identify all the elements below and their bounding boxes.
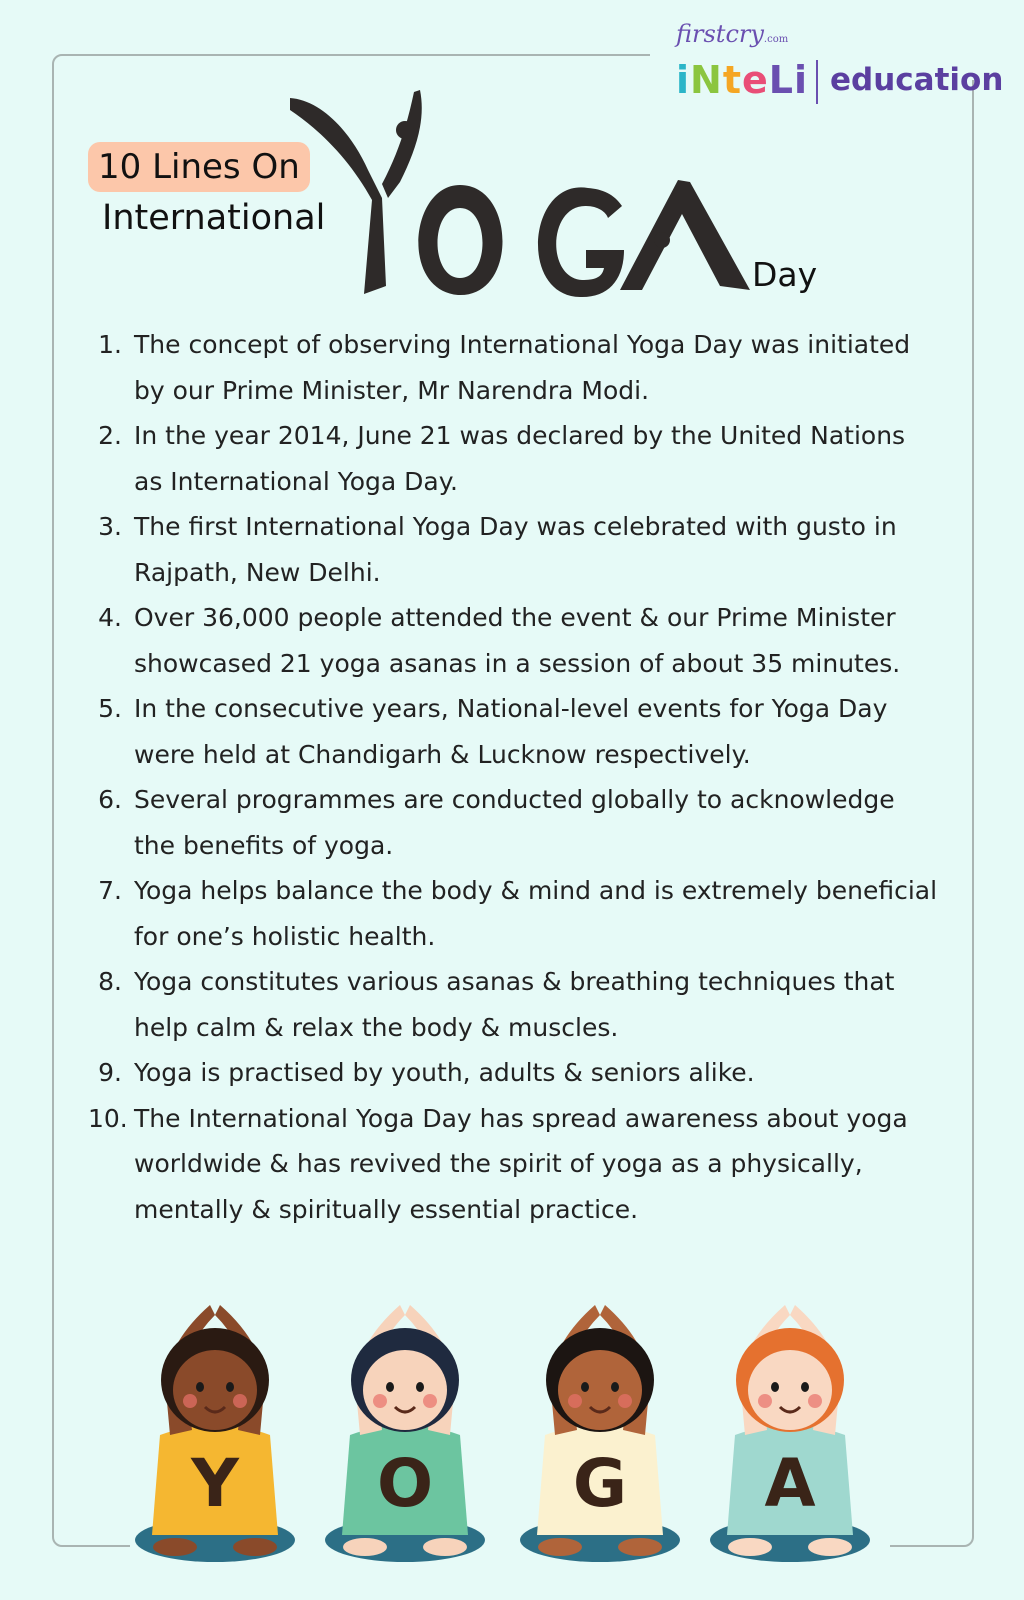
list-item-number: 6.: [98, 785, 122, 814]
list-item: [88, 504, 938, 595]
list-item: [88, 777, 938, 868]
logo-intelli-letter: Li: [768, 58, 809, 102]
logo-intelli-letter: e: [742, 58, 769, 102]
kid-shirt-letter: Y: [191, 1445, 239, 1522]
yoga-art-letter-g: [538, 187, 624, 297]
title-day: Day: [752, 255, 818, 294]
list-item-number: 2.: [98, 421, 122, 450]
list-item-number: 9.: [98, 1058, 122, 1087]
logo-education: education: [830, 62, 1004, 98]
logo-intelli-letter: N: [690, 58, 723, 102]
logo-intelli-letter: i: [676, 58, 691, 102]
list-item: [88, 413, 938, 504]
yoga-kid-figure: [130, 1285, 300, 1575]
yoga-kid-y: [130, 1285, 300, 1575]
list-item-number: 1.: [98, 330, 122, 359]
yoga-kid-figure: [515, 1285, 685, 1575]
list-item-text: The International Yoga Day has spread awareness about yoga worldwide & has revived the spirit of yoga as a physically, mentally & spiritually essential practice.: [134, 1103, 908, 1224]
yoga-kid-a: [705, 1285, 875, 1575]
yoga-kid-g: [515, 1285, 685, 1575]
list-item-text: In the consecutive years, National-level events for Yoga Day were held at Chandigarh & Lucknow respectively.: [134, 694, 888, 769]
yoga-kids-illustration: [130, 1285, 890, 1585]
list-item-number: 7.: [98, 876, 122, 905]
logo-firstcry-com: .com: [763, 34, 789, 45]
yoga-art-letter-y: [290, 90, 422, 294]
list-item-number: 10.: [88, 1103, 128, 1133]
yoga-kid-figure: [320, 1285, 490, 1575]
logo-intelli-letter: t: [722, 58, 743, 102]
list-item-number: 3.: [98, 512, 122, 541]
list-item: [88, 322, 938, 413]
list-item: [88, 686, 938, 777]
list-item: [88, 868, 938, 959]
list-item: [88, 1096, 938, 1233]
list-item: [88, 959, 938, 1050]
yoga-art-letter-o: [418, 185, 502, 295]
list-item-number: 5.: [98, 694, 122, 723]
list-item-text: The concept of observing International Yoga Day was initiated by our Prime Minister, Mr Narendra Modi.: [134, 330, 911, 405]
list-item-text: Over 36,000 people attended the event & our Prime Minister showcased 21 yoga asanas in a session of about 35 minutes.: [134, 603, 901, 678]
list-item-text: Yoga constitutes various asanas & breathing techniques that help calm & relax the body & muscles.: [134, 967, 895, 1042]
logo-firstcry-text: firstcry: [676, 20, 764, 48]
list-item-text: Several programmes are conducted globally to acknowledge the benefits of yoga.: [134, 785, 895, 860]
kid-shirt-letter: G: [572, 1445, 628, 1522]
yoga-kid-o: [320, 1285, 490, 1575]
yoga-art-letter-a: [620, 180, 750, 290]
list-item-number: 4.: [98, 603, 122, 632]
kid-shirt-letter: A: [764, 1445, 816, 1522]
yoga-title-art: [290, 90, 750, 305]
list-item: [88, 1050, 938, 1096]
list-item-number: 8.: [98, 967, 122, 996]
logo-separator: [816, 60, 818, 104]
title-pill: 10 Lines On: [88, 142, 310, 192]
list-item-text: In the year 2014, June 21 was declared by the United Nations as International Yoga Day.: [134, 421, 906, 496]
list-item-text: Yoga helps balance the body & mind and is extremely beneficial for one’s holistic health.: [134, 876, 938, 951]
logo-firstcry: [676, 20, 788, 48]
kid-shirt-letter: O: [376, 1445, 434, 1522]
ten-lines-list: [88, 322, 938, 1232]
list-item-text: The first International Yoga Day was celebrated with gusto in Rajpath, New Delhi.: [134, 512, 897, 587]
list-item-text: Yoga is practised by youth, adults & seniors alike.: [134, 1058, 755, 1087]
yoga-kid-figure: [705, 1285, 875, 1575]
list-item: [88, 595, 938, 686]
title-international: International: [102, 198, 326, 238]
